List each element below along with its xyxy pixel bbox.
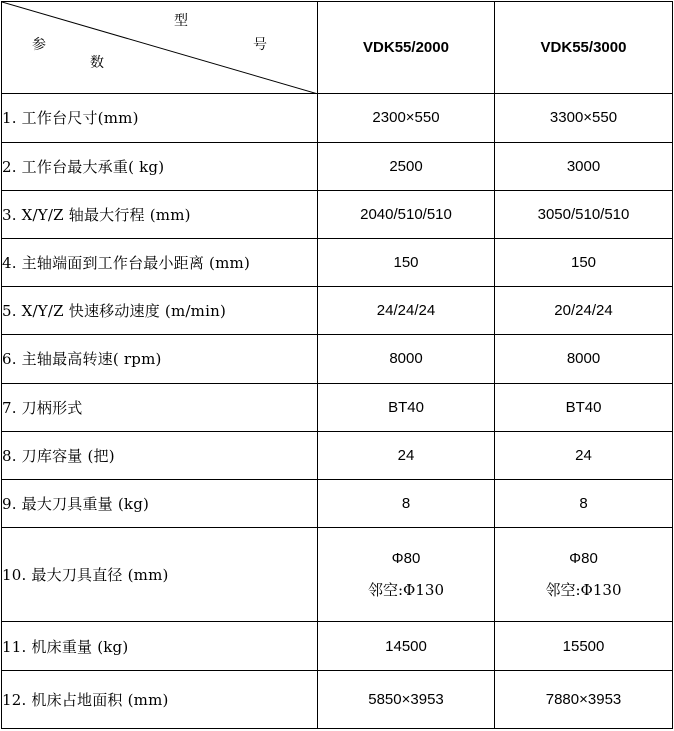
param-label: 3. X/Y/Z 轴最大行程 (mm) [2, 190, 318, 238]
param-label: 12. 机床占地面积 (mm) [2, 670, 318, 728]
adjacent-empty-diameter-value: 邻空:Φ130 [368, 580, 444, 599]
diameter-value: Φ80 [569, 549, 598, 567]
value-model-1: 14500 [318, 622, 495, 670]
table-row [2, 287, 673, 335]
header-row [2, 2, 673, 94]
value-model-1: 2300×550 [318, 94, 495, 142]
value-model-2: 3300×550 [495, 94, 673, 142]
table-row [2, 142, 673, 190]
table-row [2, 94, 673, 142]
value-model-1: 8 [318, 479, 495, 527]
value-model-1: BT40 [318, 383, 495, 431]
value-model-2: 8 [495, 479, 673, 527]
table-row [2, 383, 673, 431]
param-label: 5. X/Y/Z 快速移动速度 (m/min) [2, 287, 318, 335]
value-model-2: 24 [495, 431, 673, 479]
param-label: 4. 主轴端面到工作台最小距离 (mm) [2, 238, 318, 286]
param-label: 9. 最大刀具重量 (kg) [2, 479, 318, 527]
diameter-value: Φ80 [391, 549, 421, 567]
adjacent-empty-diameter-value: 邻空:Φ130 [545, 580, 622, 599]
table-row [2, 190, 673, 238]
model-header-2: VDK55/3000 [495, 2, 673, 94]
table-row [2, 238, 673, 286]
value-model-2: 8000 [495, 335, 673, 383]
value-model-2: BT40 [495, 383, 673, 431]
table-row [2, 670, 673, 728]
param-label: 2. 工作台最大承重( kg) [2, 142, 318, 190]
value-model-1: 24/24/24 [318, 287, 495, 335]
param-label: 7. 刀柄形式 [2, 383, 318, 431]
value-model-1: 5850×3953 [318, 670, 495, 728]
value-model-1: 150 [318, 238, 495, 286]
value-model-1: 2040/510/510 [318, 190, 495, 238]
value-model-1: 2500 [318, 142, 495, 190]
param-label: 11. 机床重量 (kg) [2, 622, 318, 670]
table-row [2, 335, 673, 383]
value-model-1: 24 [318, 431, 495, 479]
corner-model-char-2: 号 [253, 37, 267, 53]
value-model-2 [495, 528, 673, 622]
spec-table [1, 1, 673, 729]
param-label: 10. 最大刀具直径 (mm) [2, 528, 318, 622]
model-header-1: VDK55/2000 [318, 2, 495, 94]
param-label: 6. 主轴最高转速( rpm) [2, 335, 318, 383]
value-model-2: 15500 [495, 622, 673, 670]
param-label: 8. 刀库容量 (把) [2, 431, 318, 479]
value-model-2: 150 [495, 238, 673, 286]
table-row [2, 528, 673, 622]
value-model-2: 3000 [495, 142, 673, 190]
param-label: 1. 工作台尺寸(mm) [2, 94, 318, 142]
diagonal-divider [2, 2, 318, 94]
corner-param-char-1: 参 [32, 37, 46, 53]
value-model-1 [318, 528, 495, 622]
table-row [2, 622, 673, 670]
value-model-2: 20/24/24 [495, 287, 673, 335]
value-model-2: 7880×3953 [495, 670, 673, 728]
table-row [2, 431, 673, 479]
table-row [2, 479, 673, 527]
corner-model-char-1: 型 [174, 13, 188, 29]
value-model-2: 3050/510/510 [495, 190, 673, 238]
value-model-1: 8000 [318, 335, 495, 383]
corner-header-cell [2, 2, 318, 94]
corner-param-char-2: 数 [90, 55, 104, 71]
